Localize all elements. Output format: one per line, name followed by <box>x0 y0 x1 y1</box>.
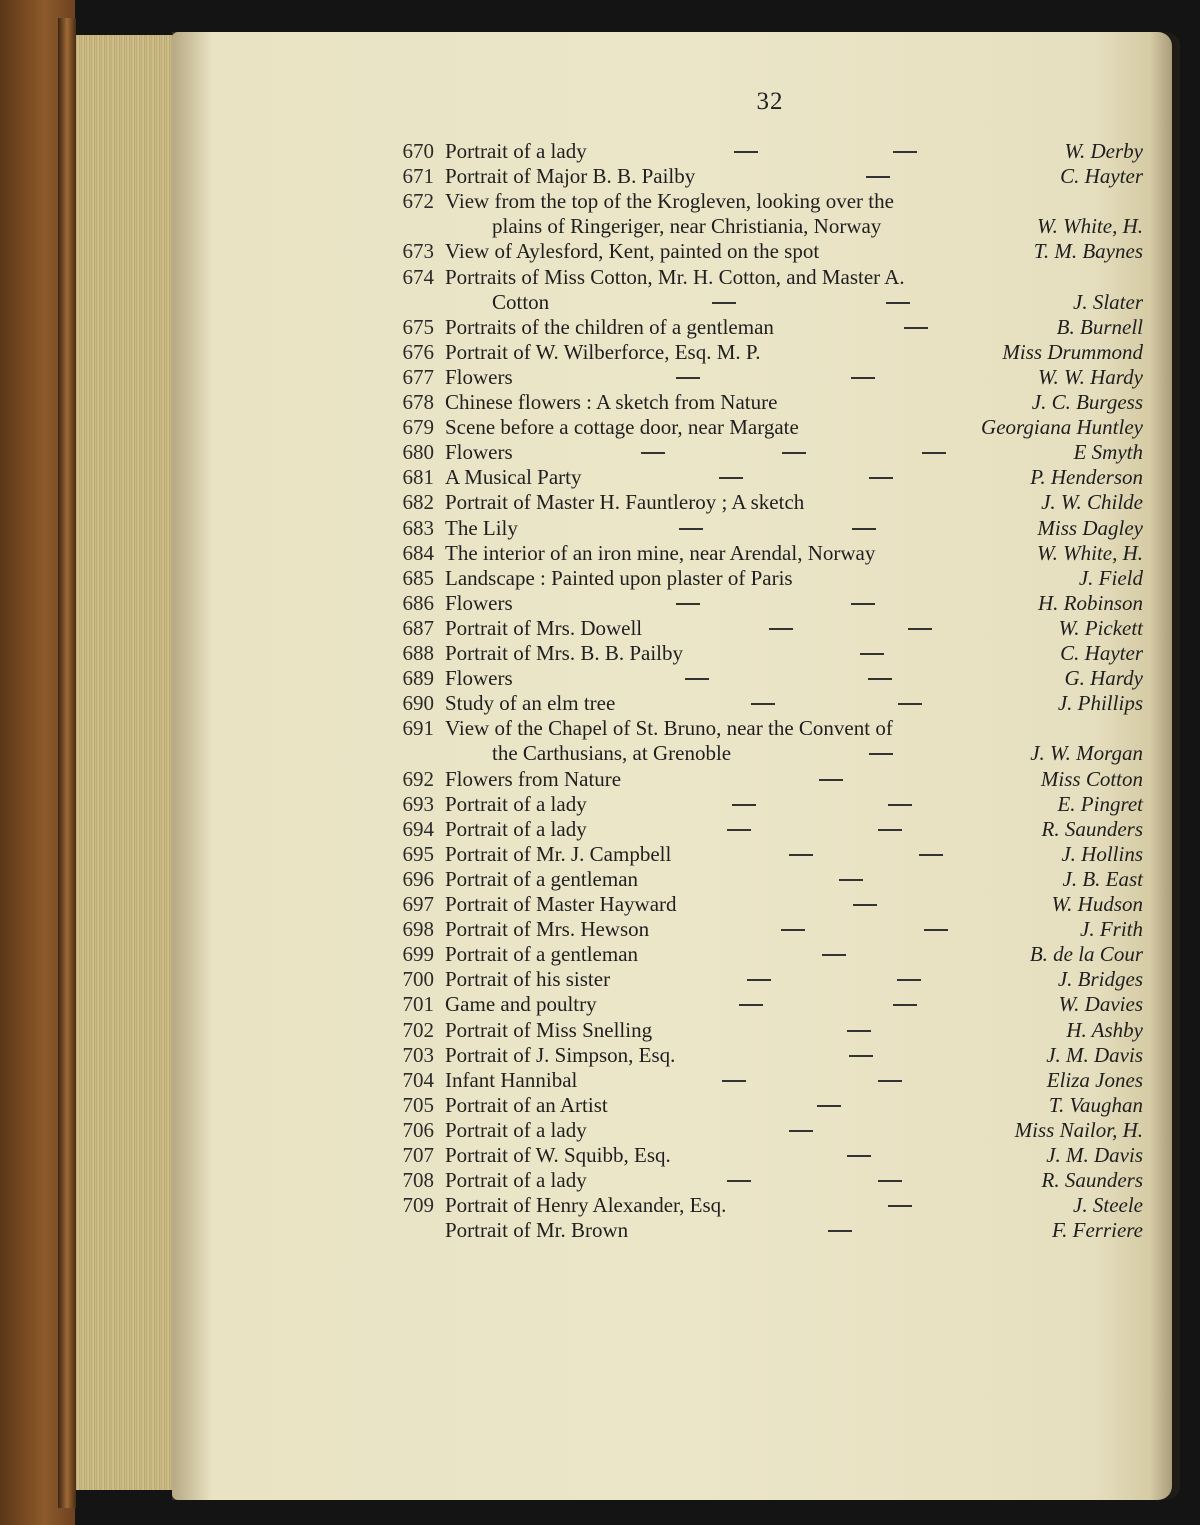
leader-dash <box>893 1004 917 1006</box>
catalogue-entry <box>0 992 1200 1017</box>
entry-title: Portrait of Major B. B. Pailby <box>445 164 696 189</box>
entry-number: 672 <box>402 189 434 214</box>
entry-artist: J. M. Davis <box>1046 1042 1143 1067</box>
leader-dash <box>869 753 893 755</box>
entry-number: 702 <box>402 1017 434 1042</box>
entry-artist: W. White, H. <box>1037 214 1143 239</box>
leader-dash <box>897 979 921 981</box>
entry-title: Portrait of W. Squibb, Esq. <box>445 1143 671 1167</box>
entry-number: 700 <box>402 967 434 992</box>
leader-dash <box>727 829 751 831</box>
entry-number: 686 <box>402 590 434 615</box>
entry-number: 676 <box>402 339 434 364</box>
entry-number: 697 <box>402 892 434 916</box>
entry-artist: E. Pingret <box>1057 791 1143 816</box>
entry-number: 675 <box>402 314 434 339</box>
entry-title: Flowers from Nature <box>445 766 622 791</box>
entry-artist: P. Henderson <box>1030 465 1143 490</box>
entry-number: 671 <box>402 164 434 189</box>
entry-number: 681 <box>402 465 434 490</box>
entry-title: Portrait of a gentleman <box>445 942 639 967</box>
entry-title: View from the top of the Krogleven, looking over the <box>445 189 894 214</box>
entry-title: the Carthusians, at Grenoble <box>492 741 732 766</box>
entry-artist: Georgiana Huntley <box>981 415 1143 440</box>
catalogue-entry <box>0 164 1200 189</box>
leader-dash <box>722 1080 746 1082</box>
catalogue-entry <box>0 541 1200 566</box>
catalogue-entry <box>0 239 1200 264</box>
catalogue-entry <box>0 139 1200 164</box>
entry-number: 684 <box>402 540 434 565</box>
entry-number: 673 <box>402 239 434 264</box>
entry-number: 707 <box>402 1143 434 1167</box>
leader-dash <box>878 1180 902 1182</box>
catalogue-entry <box>0 867 1200 892</box>
catalogue-entry <box>0 566 1200 591</box>
entry-artist: E Smyth <box>1073 440 1143 465</box>
leader-dash <box>849 1055 873 1057</box>
catalogue-entry <box>0 591 1200 616</box>
leader-dash <box>866 176 890 178</box>
entry-artist: H. Robinson <box>1038 590 1143 615</box>
catalogue-entry <box>0 365 1200 390</box>
entry-title: Portraits of the children of a gentleman <box>445 314 774 339</box>
leader-dash <box>734 151 758 153</box>
entry-title: Portrait of Master H. Fauntleroy ; A sketch <box>445 490 805 515</box>
catalogue-entry <box>0 265 1200 290</box>
catalogue-entry <box>0 817 1200 842</box>
entry-number: 704 <box>402 1067 434 1092</box>
leader-dash <box>739 1004 763 1006</box>
entry-artist: T. Vaughan <box>1048 1092 1143 1117</box>
entry-number: 678 <box>402 390 434 414</box>
entry-title: Portrait of a lady <box>445 816 587 841</box>
entry-title: Landscape : Painted upon plaster of Paris <box>445 565 793 590</box>
leader-dash <box>676 377 700 379</box>
leader-dash <box>769 628 793 630</box>
entry-number: 674 <box>402 264 434 289</box>
entry-artist: C. Hayter <box>1060 164 1143 189</box>
catalogue-entry <box>0 666 1200 691</box>
catalogue-entry <box>0 390 1200 415</box>
leader-dash <box>847 1030 871 1032</box>
leader-dash <box>888 1205 912 1207</box>
entry-title: Portrait of Mr. J. Campbell <box>445 841 672 866</box>
catalogue-entry <box>0 716 1200 741</box>
entry-number: 703 <box>402 1042 434 1067</box>
leader-dash <box>869 477 893 479</box>
entry-number: 680 <box>402 440 434 465</box>
catalogue-entry <box>0 440 1200 465</box>
leader-dash <box>727 1180 751 1182</box>
entry-artist: W. Davies <box>1058 992 1143 1017</box>
entry-number: 705 <box>402 1092 434 1117</box>
entry-title: The interior of an iron mine, near Arendal, Norway <box>445 540 876 565</box>
entry-number: 709 <box>402 1193 434 1218</box>
entry-artist: Miss Nailor, H. <box>1014 1117 1143 1142</box>
catalogue-entry <box>0 967 1200 992</box>
entry-title: A Musical Party <box>445 465 582 490</box>
entry-number: 695 <box>402 841 434 866</box>
entry-title: Portrait of J. Simpson, Esq. <box>445 1042 676 1067</box>
leader-dash <box>781 929 805 931</box>
entry-title: Flowers <box>445 590 513 615</box>
entry-artist: B. Burnell <box>1056 314 1143 339</box>
leader-dash <box>898 703 922 705</box>
leader-dash <box>851 377 875 379</box>
entry-artist: R. Saunders <box>1041 1168 1143 1193</box>
entry-title: Cotton <box>492 289 550 314</box>
entry-title: Portrait of a lady <box>445 139 587 163</box>
entry-number: 685 <box>402 565 434 590</box>
entry-artist: W. White, H. <box>1037 540 1143 565</box>
entry-number: 699 <box>402 942 434 967</box>
entry-title: Study of an elm tree <box>445 691 616 716</box>
entry-title: Scene before a cottage door, near Margate <box>445 415 799 440</box>
entry-number: 689 <box>402 666 434 691</box>
leader-dash <box>886 302 910 304</box>
entry-title: plains of Ringeriger, near Christiania, Norway <box>492 214 882 239</box>
entry-artist: G. Hardy <box>1064 666 1143 691</box>
leader-dash <box>679 528 703 530</box>
entry-title: Game and poultry <box>445 992 597 1017</box>
entry-number: 708 <box>402 1168 434 1193</box>
entry-artist: T. M. Baynes <box>1033 239 1143 264</box>
leader-dash <box>819 779 843 781</box>
leader-dash <box>860 653 884 655</box>
leader-dash <box>924 929 948 931</box>
entry-artist: R. Saunders <box>1041 816 1143 841</box>
entry-title: Portrait of an Artist <box>445 1092 608 1117</box>
catalogue-entry <box>0 741 1200 766</box>
entry-title: Infant Hannibal <box>445 1067 578 1092</box>
entry-artist: W. Derby <box>1064 139 1143 163</box>
entry-number: 683 <box>402 515 434 540</box>
entry-artist: W. Hudson <box>1051 892 1143 916</box>
entry-artist: J. W. Morgan <box>1030 741 1143 766</box>
entry-artist: J. Slater <box>1073 289 1143 314</box>
entry-number: 698 <box>402 917 434 942</box>
leader-dash <box>641 452 665 454</box>
catalogue-entry <box>0 1143 1200 1168</box>
catalogue-entry <box>0 641 1200 666</box>
leader-dash <box>732 804 756 806</box>
entry-title: Portrait of a lady <box>445 791 587 816</box>
entry-title: View of Aylesford, Kent, painted on the spot <box>445 239 820 264</box>
catalogue-entry <box>0 1043 1200 1068</box>
catalogue-entry <box>0 1018 1200 1043</box>
entry-title: Flowers <box>445 666 513 691</box>
leader-dash <box>852 528 876 530</box>
entry-title: Portrait of a gentleman <box>445 866 639 891</box>
leader-dash <box>888 804 912 806</box>
entry-title: Portrait of Miss Snelling <box>445 1017 653 1042</box>
leader-dash <box>817 1105 841 1107</box>
entry-title: Portrait of his sister <box>445 967 611 992</box>
entry-number: 687 <box>402 615 434 640</box>
leader-dash <box>789 854 813 856</box>
leader-dash <box>893 151 917 153</box>
entry-title: View of the Chapel of St. Bruno, near the Convent of <box>445 716 893 741</box>
leader-dash <box>847 1155 871 1157</box>
entry-title: Portrait of W. Wilberforce, Esq. M. P. <box>445 339 761 364</box>
catalogue-entry <box>0 1193 1200 1218</box>
catalogue-entry <box>0 616 1200 641</box>
entry-artist: J. Field <box>1078 565 1143 590</box>
catalogue-entry <box>0 892 1200 917</box>
catalogue-entry <box>0 516 1200 541</box>
entry-artist: J. Frith <box>1080 917 1143 942</box>
entry-title: Portraits of Miss Cotton, Mr. H. Cotton, and Master A. <box>445 264 905 289</box>
entry-artist: W. Pickett <box>1058 615 1143 640</box>
entry-number: 677 <box>402 364 434 389</box>
entry-artist: Miss Cotton <box>1040 766 1143 791</box>
entry-title: Flowers <box>445 440 513 465</box>
catalogue-entry <box>0 415 1200 440</box>
catalogue-entry <box>0 315 1200 340</box>
catalogue-entry <box>0 1118 1200 1143</box>
catalogue-entry <box>0 214 1200 239</box>
leader-dash <box>878 829 902 831</box>
leader-dash <box>712 302 736 304</box>
leader-dash <box>851 603 875 605</box>
entry-artist: J. Phillips <box>1057 691 1143 716</box>
entry-title: Portrait of Mr. Brown <box>445 1218 629 1243</box>
catalogue-entry <box>0 917 1200 942</box>
entry-artist: C. Hayter <box>1060 641 1143 665</box>
entry-title: Portrait of Mrs. Dowell <box>445 615 643 640</box>
entry-artist: Miss Dagley <box>1037 515 1143 540</box>
entry-artist: J. Bridges <box>1057 967 1143 992</box>
catalogue-entry <box>0 1068 1200 1093</box>
entry-number: 670 <box>402 139 434 163</box>
leader-dash <box>922 452 946 454</box>
catalogue-entry <box>0 691 1200 716</box>
entry-title: Portrait of a lady <box>445 1168 587 1193</box>
entry-number: 690 <box>402 691 434 716</box>
entry-artist: J. M. Davis <box>1046 1143 1143 1167</box>
entry-number: 706 <box>402 1117 434 1142</box>
leader-dash <box>676 603 700 605</box>
leader-dash <box>782 452 806 454</box>
leader-dash <box>839 879 863 881</box>
catalogue-entry <box>0 1093 1200 1118</box>
entry-title: Portrait of Mrs. B. B. Pailby <box>445 641 684 665</box>
leader-dash <box>751 703 775 705</box>
leader-dash <box>828 1230 852 1232</box>
catalogue-entry <box>0 465 1200 490</box>
catalogue-entry <box>0 340 1200 365</box>
leader-dash <box>878 1080 902 1082</box>
leader-dash <box>904 327 928 329</box>
entry-number: 696 <box>402 866 434 891</box>
entry-title: Chinese flowers : A sketch from Nature <box>445 390 778 414</box>
entry-number: 693 <box>402 791 434 816</box>
entry-artist: B. de la Cour <box>1029 942 1143 967</box>
entry-artist: J. B. East <box>1062 866 1143 891</box>
entry-number: 692 <box>402 766 434 791</box>
leader-dash <box>789 1130 813 1132</box>
catalogue-entry <box>0 1218 1200 1243</box>
entry-artist: J. W. Childe <box>1041 490 1143 515</box>
entry-title: Flowers <box>445 364 513 389</box>
catalogue-entry <box>0 1168 1200 1193</box>
entry-number: 682 <box>402 490 434 515</box>
catalogue-entry <box>0 842 1200 867</box>
entry-artist: Miss Drummond <box>1002 339 1143 364</box>
entry-title: Portrait of a lady <box>445 1117 587 1142</box>
entry-artist: J. Hollins <box>1061 841 1143 866</box>
leader-dash <box>919 854 943 856</box>
entry-artist: Eliza Jones <box>1046 1067 1143 1092</box>
leader-dash <box>853 904 877 906</box>
leader-dash <box>908 628 932 630</box>
entry-number: 701 <box>402 992 434 1017</box>
leader-dash <box>685 678 709 680</box>
leader-dash <box>868 678 892 680</box>
leader-dash <box>747 979 771 981</box>
catalogue-entry <box>0 189 1200 214</box>
leader-dash <box>822 954 846 956</box>
entry-title: Portrait of Master Hayward <box>445 892 677 916</box>
catalogue-entry <box>0 490 1200 515</box>
entry-number: 694 <box>402 816 434 841</box>
entry-title: The Lily <box>445 515 518 540</box>
entry-artist: J. C. Burgess <box>1031 390 1143 414</box>
entry-number: 688 <box>402 641 434 665</box>
catalogue-entry <box>0 792 1200 817</box>
catalogue-entry <box>0 767 1200 792</box>
entry-title: Portrait of Henry Alexander, Esq. <box>445 1193 727 1218</box>
entry-artist: H. Ashby <box>1066 1017 1143 1042</box>
entry-title: Portrait of Mrs. Hewson <box>445 917 650 942</box>
catalogue-entry <box>0 290 1200 315</box>
entry-artist: J. Steele <box>1073 1193 1143 1218</box>
entry-artist: W. W. Hardy <box>1037 364 1143 389</box>
leader-dash <box>719 477 743 479</box>
entry-number: 691 <box>402 716 434 741</box>
catalogue-entry <box>0 942 1200 967</box>
entry-number: 679 <box>402 415 434 440</box>
page-number: 32 <box>756 88 784 115</box>
entry-artist: F. Ferriere <box>1052 1218 1143 1243</box>
